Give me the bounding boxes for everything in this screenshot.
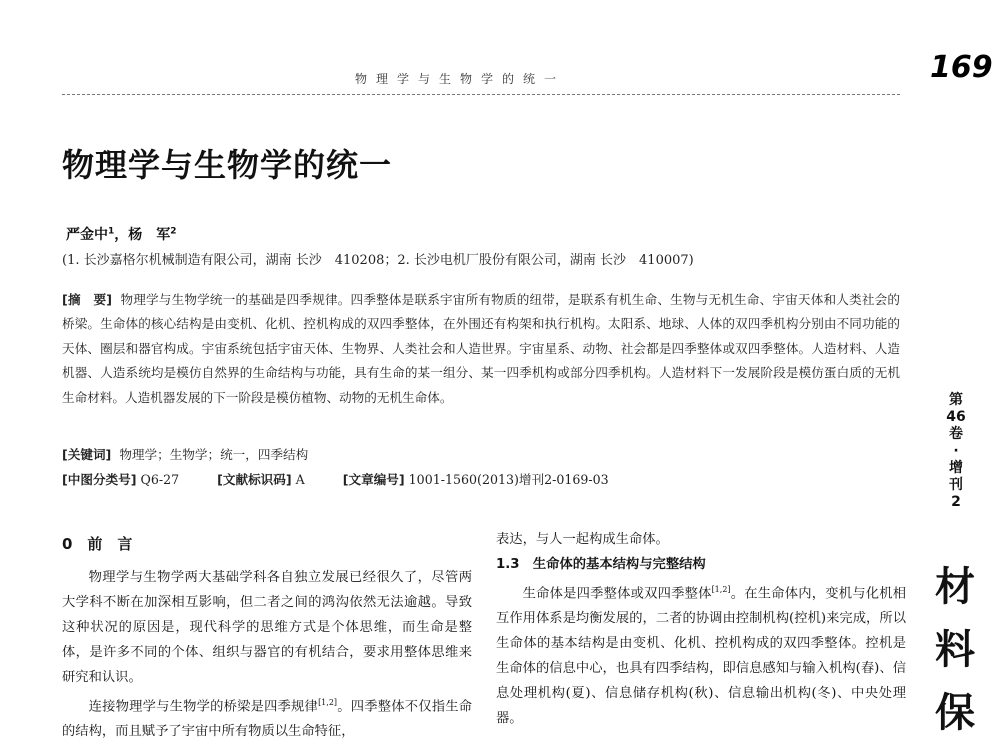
journal-name — [930, 555, 980, 744]
paragraph-text: 。四季整体不仅指生命的结构，而且赋予了宇宙中所有物质以生命特征， — [62, 699, 473, 740]
article-title: 物理学与生物学的统一 — [62, 146, 393, 184]
abstract-block — [62, 288, 900, 410]
paragraph-text: 。在生命体内，变机与化机相互作用体系是均衡发展的，二者的协调由控制机构(控机)来完成，所以生命体的基本结构是由变机、化机、控机构成的双四季整体。控机是生命体的信息中心，也具有四季结构，即信息感知与输入机构(春)、信息处理机构(夏)、信息储存机构(秋)、信息输出机构(冬)、中央处理器。 — [496, 586, 907, 727]
author-name: 杨 军 — [128, 227, 171, 243]
journal-volume — [943, 392, 969, 511]
subsection-heading: 1.3 生命体的基本结构与完整结构 — [496, 557, 706, 572]
paragraph — [496, 577, 906, 731]
abstract-label: [摘 要] — [62, 292, 113, 307]
keywords-text: 物理学；生物学；统一，四季结构 — [119, 447, 309, 462]
citation-ref: [1,2] — [318, 698, 338, 707]
paragraph — [62, 690, 472, 744]
body-column-left — [62, 532, 472, 744]
page-number: 169 — [930, 50, 993, 85]
volume-char: 卷 — [949, 426, 963, 442]
volume-char: 46 — [946, 409, 966, 425]
author-affiliation-mark: 2 — [170, 226, 177, 237]
doc-code-value: A — [295, 472, 305, 487]
author-affiliation-mark: 1 — [108, 226, 115, 237]
doc-code-label: [文献标识码] — [217, 472, 292, 487]
journal-name-char: 料 — [935, 626, 975, 673]
journal-name-char: 材 — [935, 563, 975, 610]
volume-char: 刊 — [949, 477, 963, 493]
keywords-line — [62, 443, 900, 467]
running-header: 物理学与生物学的统一 — [355, 72, 566, 86]
classification-line — [62, 468, 762, 492]
article-number-value: 1001-1560(2013)增刊2-0169-03 — [408, 472, 609, 487]
journal-name-char: 保 — [935, 689, 975, 736]
author-name: 严金中 — [66, 227, 108, 243]
paragraph-text: 连接物理学与生物学的桥梁是四季规律 — [88, 699, 319, 715]
clc-value: Q6-27 — [140, 472, 180, 487]
volume-char: 第 — [949, 392, 963, 408]
keywords-label: [关键词] — [62, 447, 112, 462]
citation-ref: [1,2] — [711, 585, 731, 594]
article-number-label: [文章编号] — [342, 472, 405, 487]
volume-char: 2 — [951, 494, 961, 510]
clc-label: [中图分类号] — [62, 472, 137, 487]
author-separator: ， — [114, 227, 129, 243]
volume-char: · — [953, 443, 959, 459]
abstract-text: 物理学与生物学统一的基础是四季规律。四季整体是联系宇宙所有物质的纽带，是联系有机生命、生物与无机生命、宇宙天体和人类社会的桥梁。生命体的核心结构是由变机、化机、控机构成的双四季整体，在外围还有构架和执行机构。太阳系、地球、人体的双四季机构分别由不同功能的天体、圈层和器官构成。宇宙系统包括宇宙天体、生物界、人类社会和人造世界。宇宙星系、动物、社会都是四季整体或双四季整体。人造材料、人造机器、人造系统均是模仿自然界的生命结构与功能，具有生命的某一组分、某一四季机构或部分四季机构。人造材料下一发展阶段是模仿蛋白质的无机生命材料。人造机器发展的下一阶段是模仿植物、动物的无机生命体。 — [62, 292, 901, 405]
volume-char: 增 — [949, 460, 963, 476]
author-line — [66, 224, 177, 244]
section-heading: 0 前 言 — [62, 535, 133, 553]
paragraph-text: 生命体是四季整体或双四季整体 — [522, 586, 712, 602]
affiliation-line: (1. 长沙嘉格尔机械制造有限公司，湖南 长沙 410208；2. 长沙电机厂股份有限公司，湖南 长沙 410007) — [62, 253, 694, 268]
paragraph: 物理学与生物学两大基础学科各自独立发展已经很久了，尽管两大学科不断在加深相互影响，但二者之间的鸿沟依然无法逾越。导致这种状况的原因是，现代科学的思维方式是个体思维，而生命是整体，是许多不同的个体、组织与器官的有机结合，要求用整体思维来研究和认识。 — [62, 570, 472, 685]
body-column-right — [496, 527, 906, 731]
header-divider — [62, 94, 900, 95]
paragraph: 表达，与人一起构成生命体。 — [496, 532, 669, 547]
